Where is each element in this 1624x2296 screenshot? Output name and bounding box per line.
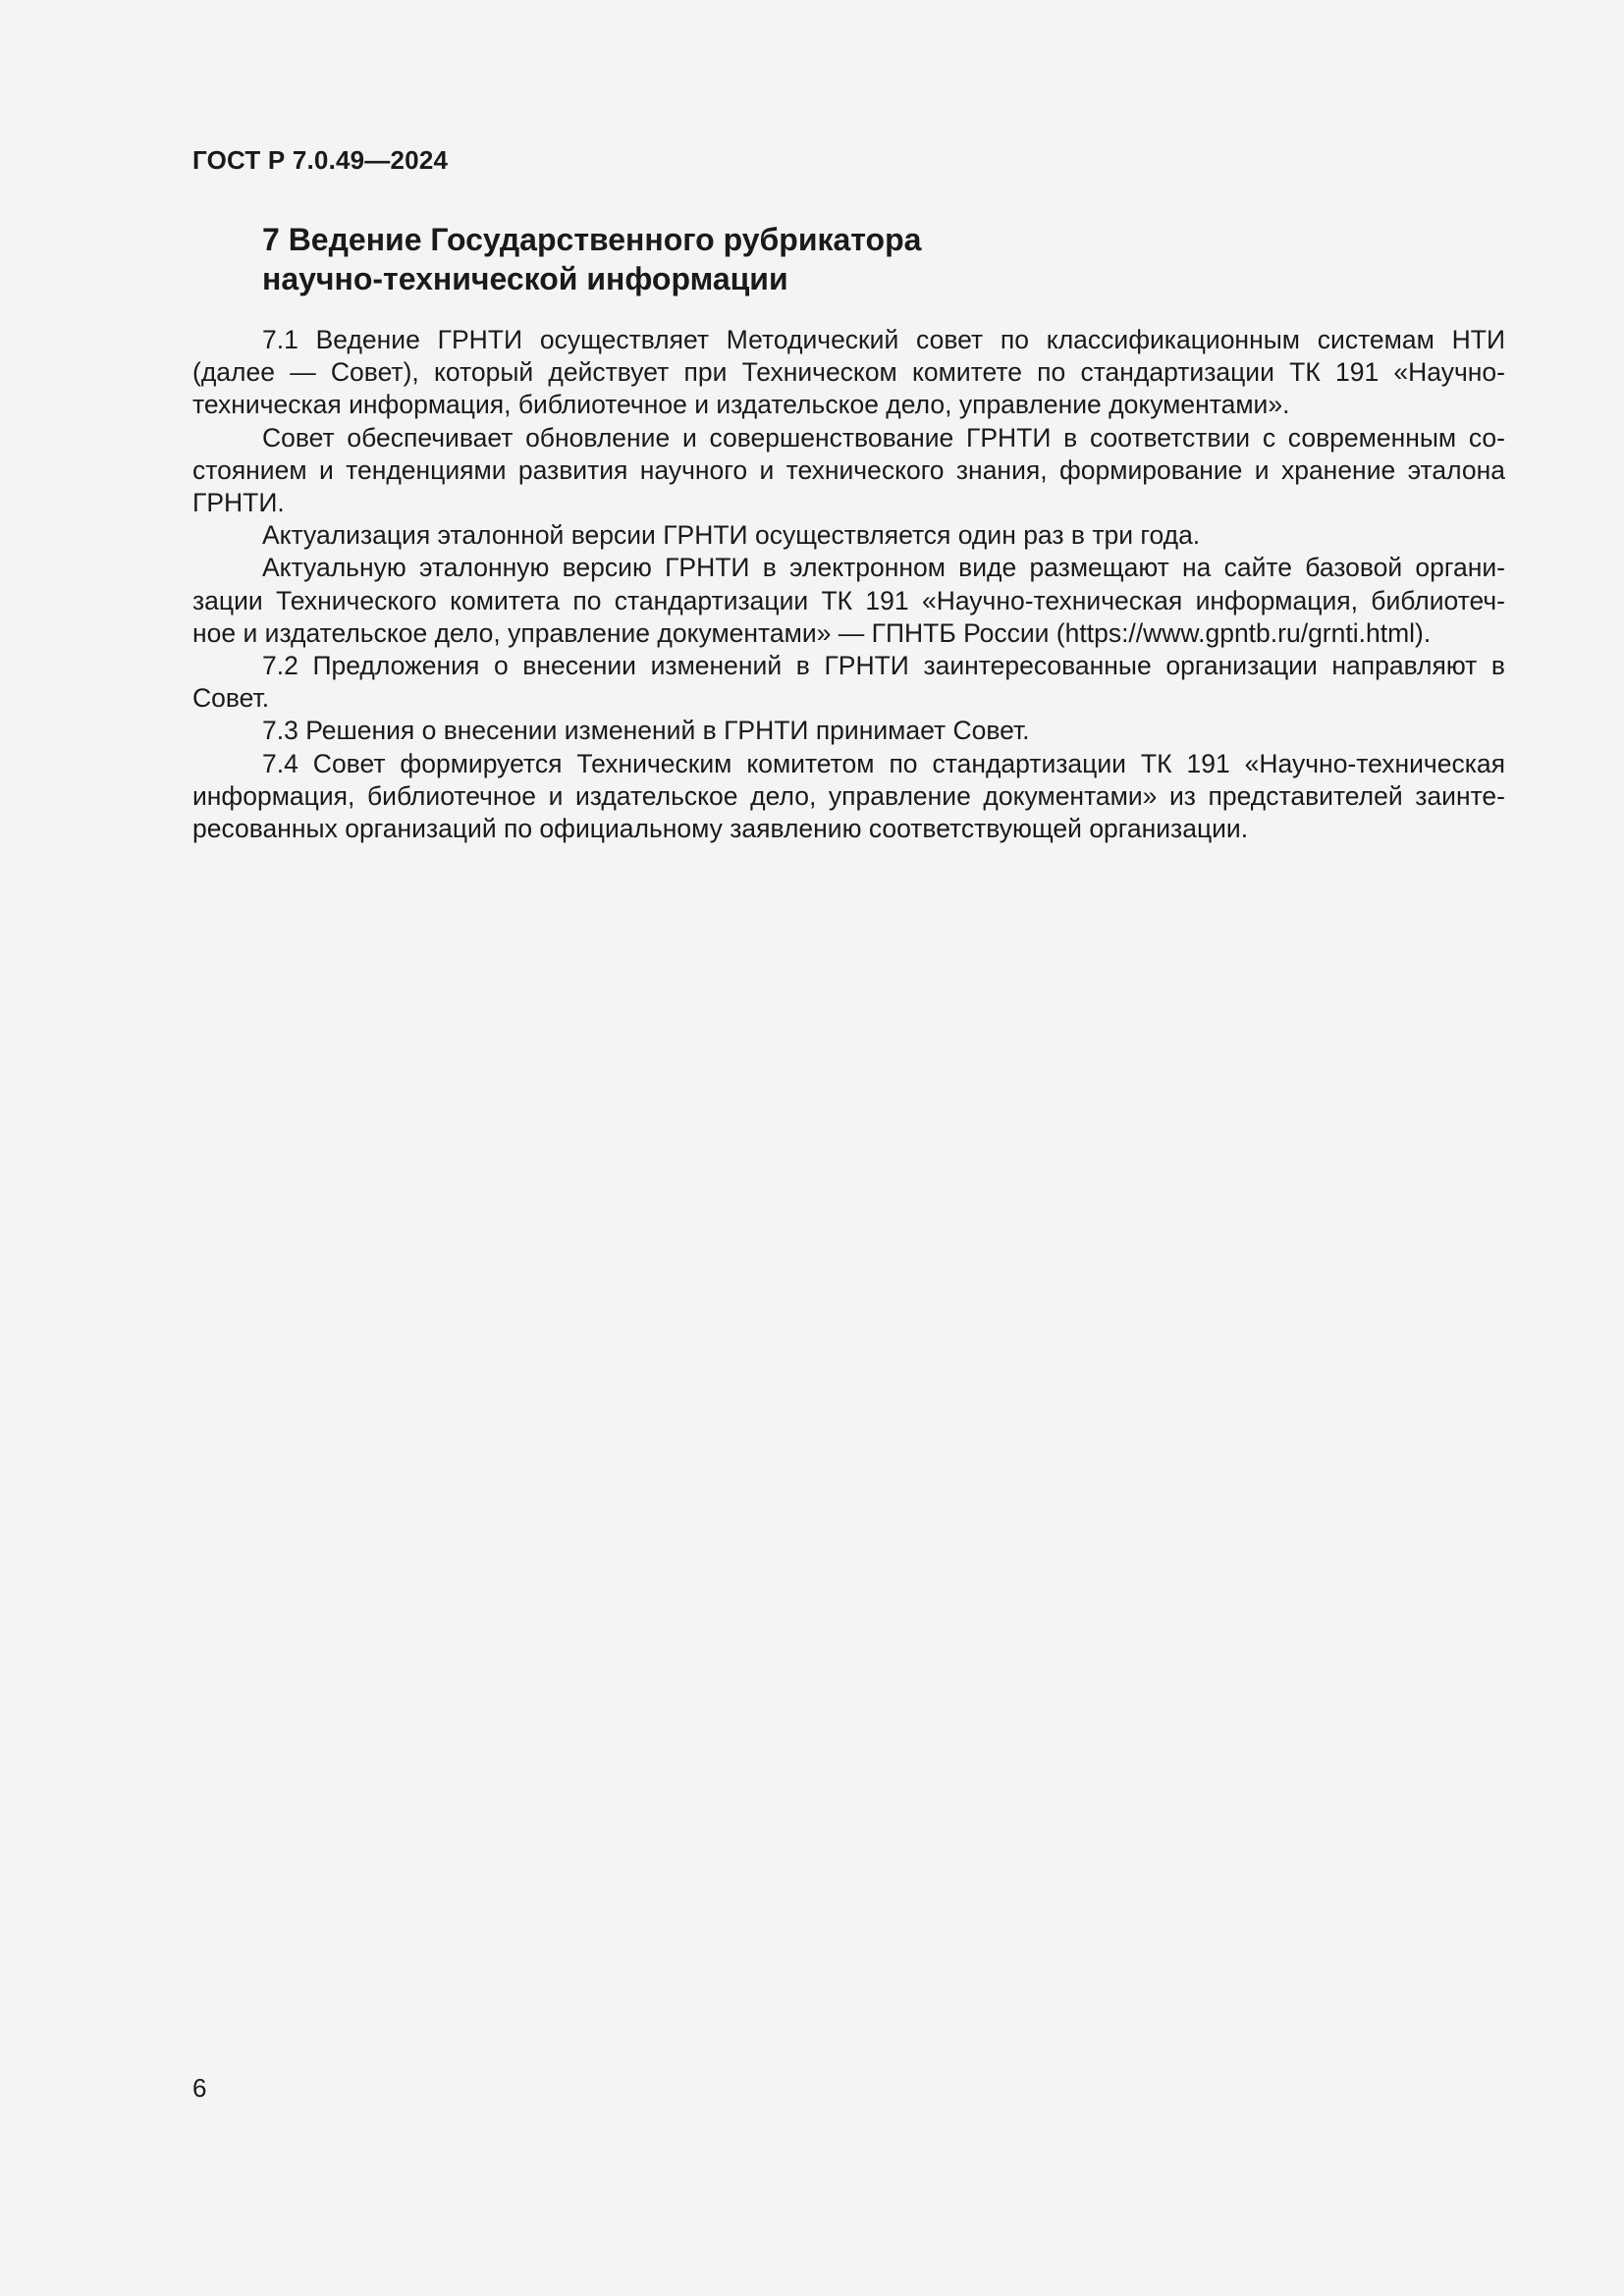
text-line: ГРНТИ. (192, 488, 285, 518)
paragraph-publication (192, 552, 1505, 650)
section-title (262, 220, 1342, 298)
document-code-header: ГОСТ Р 7.0.49—2024 (192, 145, 449, 175)
section-title-line-2: научно-технической информации (262, 261, 788, 296)
paragraph-council-duties (192, 422, 1505, 520)
text-line: 7.3 Решения о внесении изменений в ГРНТИ принимает Совет. (262, 716, 1030, 746)
text-line: Актуальную эталонную версию ГРНТИ в электронном виде размещают на сайте базовой органи- (262, 553, 1505, 583)
section-title-line-1: 7 Ведение Государственного рубрикатора (262, 222, 922, 257)
text-line: 7.1 Ведение ГРНТИ осуществляет Методический совет по классификационным системам НТИ (262, 325, 1505, 354)
text-line: Совет. (192, 683, 270, 714)
text-line: ное и издательское дело, управление документами» — ГПНТБ России (https://www.gpntb.ru/grnti.html). (192, 617, 1432, 648)
text-line: Актуализация эталонной версии ГРНТИ осуществляется один раз в три года. (262, 520, 1201, 551)
text-line: стоянием и тенденциями развития научного и технического знания, формирование и хранение эталона (192, 454, 1505, 485)
text-line: (далее — Совет), который действует при Техническом комитете по стандартизации ТК 191 «Научно- (192, 357, 1505, 388)
page-number: 6 (192, 2073, 207, 2103)
text-line: техническая информация, библиотечное и издательское дело, управление документами». (192, 390, 1290, 420)
paragraph-7-4 (192, 748, 1505, 846)
paragraph-actualization (192, 519, 1505, 552)
paragraph-7-1 (192, 324, 1505, 422)
paragraph-7-3 (192, 715, 1505, 747)
text-line: ресованных организаций по официальному заявлению соответствующей организации. (192, 814, 1249, 844)
text-line: Совет обеспечивает обновление и совершенствование ГРНТИ в соответствии с современным со- (262, 422, 1505, 453)
paragraph-7-2 (192, 650, 1505, 715)
text-line: 7.2 Предложения о внесении изменений в ГРНТИ заинтересованные организации направляют в (262, 651, 1505, 681)
text-line: 7.4 Совет формируется Техническим комитетом по стандартизации ТК 191 «Научно-техническая (262, 748, 1505, 778)
section-body (192, 324, 1505, 845)
text-line: информация, библиотечное и издательское дело, управление документами» из представителей заинте- (192, 780, 1505, 811)
text-line: зации Технического комитета по стандартизации ТК 191 «Научно-техническая информация, библиотеч- (192, 585, 1505, 615)
